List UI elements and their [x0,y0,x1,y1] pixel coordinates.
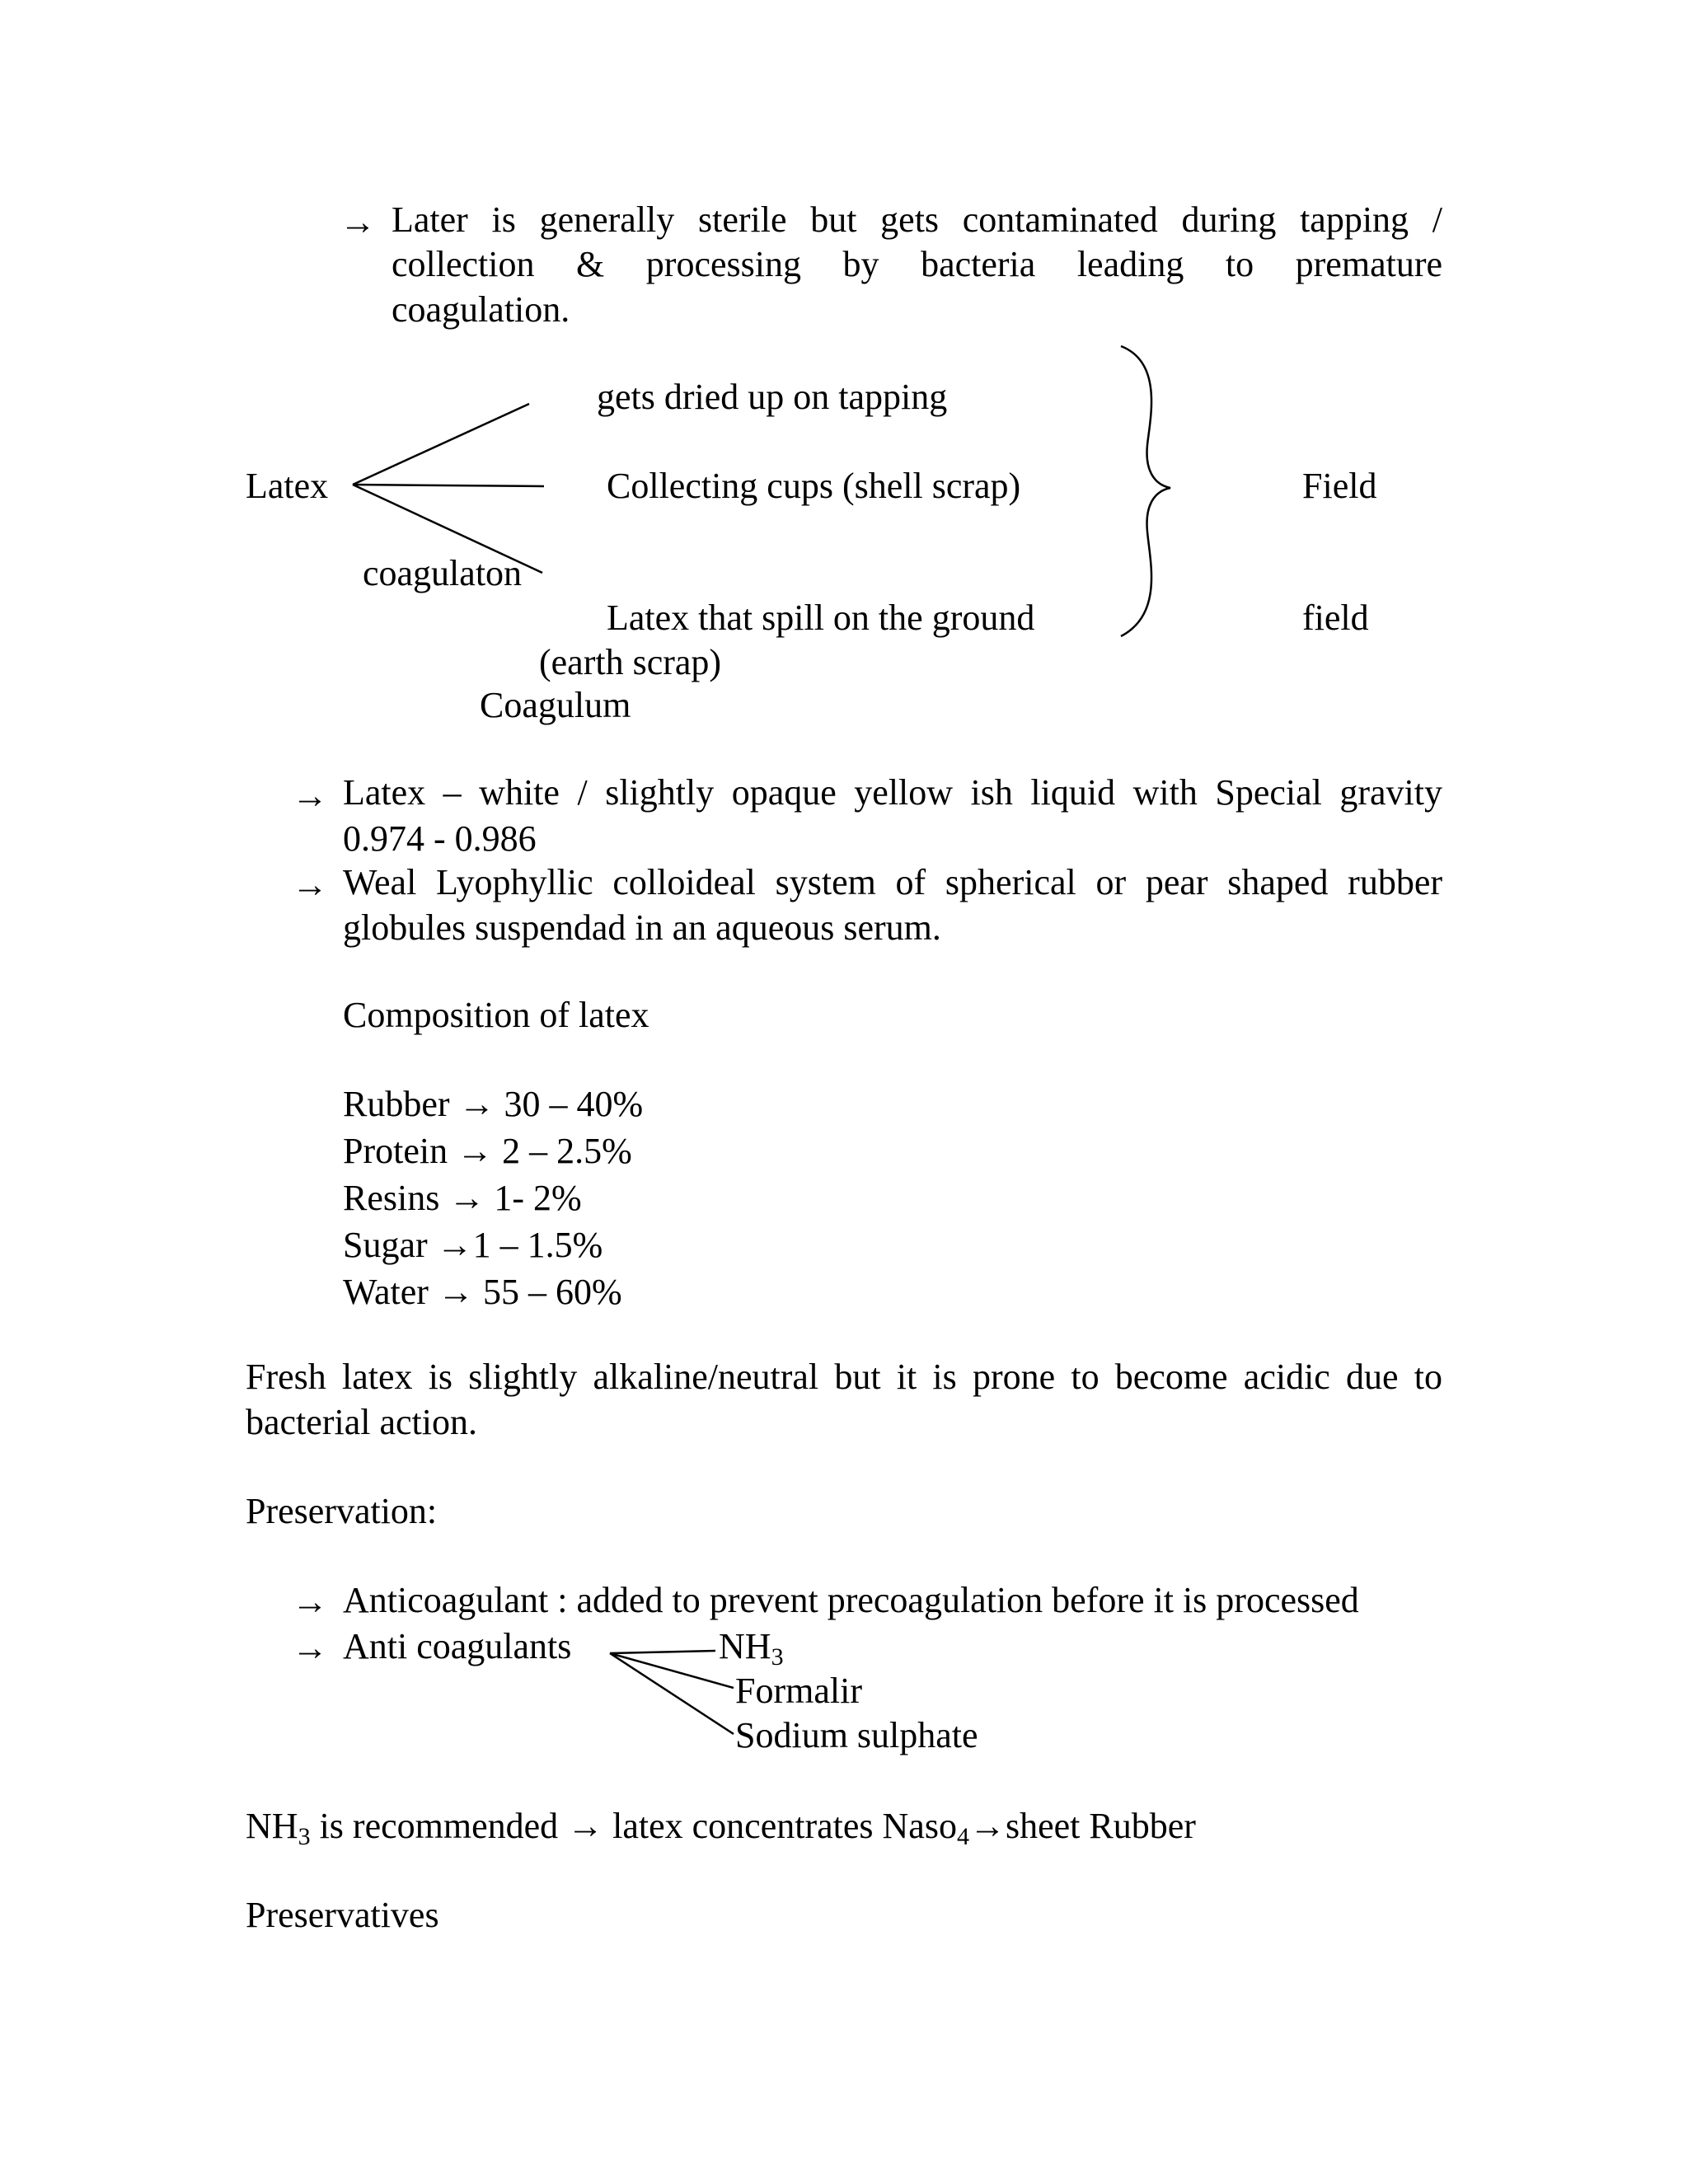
curly-brace [1121,346,1170,636]
anticoag-branch-nh3 [610,1651,715,1653]
anticoag-sodium-sulphate: Sodium sulphate [735,1715,978,1755]
preservation-title: Preservation: [246,1491,438,1531]
label-field-bottom: field [1302,598,1369,638]
anticoag-formalir: Formalir [735,1671,862,1711]
intro-line-3: coagulation. [392,289,570,330]
composition-title: Composition of latex [343,995,649,1035]
anticoag-branch-sodium [610,1653,734,1734]
composition-item-protein: Protein → 2 – 2.5% [343,1131,632,1171]
fresh-latex-line-1: Fresh latex is slightly alkaline/neutral but it is prone to become acidic due to [246,1357,1442,1397]
intro-line-2: collection & processing by bacteria leading to premature [392,244,1442,284]
bullet-arrow: → [292,865,328,905]
anticoag-branch-formalir [610,1653,734,1688]
bullet-arrow: → [292,776,328,816]
diagram-root-latex: Latex [246,466,329,506]
intro-line-1: Later is generally sterile but gets contaminated during tapping / [392,199,1442,240]
weal-line-2: globules suspendad in an aqueous serum. [343,907,941,948]
latex-branch-top [353,404,529,485]
anti-coagulants-label: Anti coagulants [343,1626,572,1666]
branch-dried-on-tapping: gets dried up on tapping [597,377,948,417]
composition-item-rubber: Rubber → 30 – 40% [343,1084,644,1124]
label-field-top: Field [1302,466,1377,506]
anticoagulant-line: Anticoagulant : added to prevent precoagulation before it is processed [343,1580,1359,1620]
anticoag-nh3: $NH_3$ [719,1626,784,1671]
latex-branch-mid [353,485,544,486]
bullet-arrow: → [340,202,376,242]
bullet-arrow: → [292,1582,328,1622]
latex-description-line-2: 0.974 - 0.986 [343,818,537,859]
label-coagulum: Coagulum [480,685,631,725]
nh3-recommended-line: $NH_3$ is recommended → latex concentrates Naso$_4$→sheet Rubber [246,1806,1196,1850]
composition-item-resins: Resins → 1- 2% [343,1178,582,1218]
fresh-latex-line-2: bacterial action. [246,1402,477,1442]
weal-line-1: Weal Lyophyllic colloideal system of spherical or pear shaped rubber [343,862,1442,902]
composition-item-water: Water → 55 – 60% [343,1272,622,1312]
preservatives-heading: Preservatives [246,1895,439,1935]
label-coagulaton: coagulaton [363,553,523,593]
latex-description-line-1: Latex – white / slightly opaque yellow ish liquid with Special gravity [343,772,1442,813]
composition-item-sugar: Sugar →1 – 1.5% [343,1225,603,1265]
bullet-arrow: → [292,1628,328,1668]
branch-latex-spill: Latex that spill on the ground [607,598,1035,638]
label-earth-scrap: (earth scrap) [539,642,722,682]
branch-collecting-cups: Collecting cups (shell scrap) [607,466,1021,506]
